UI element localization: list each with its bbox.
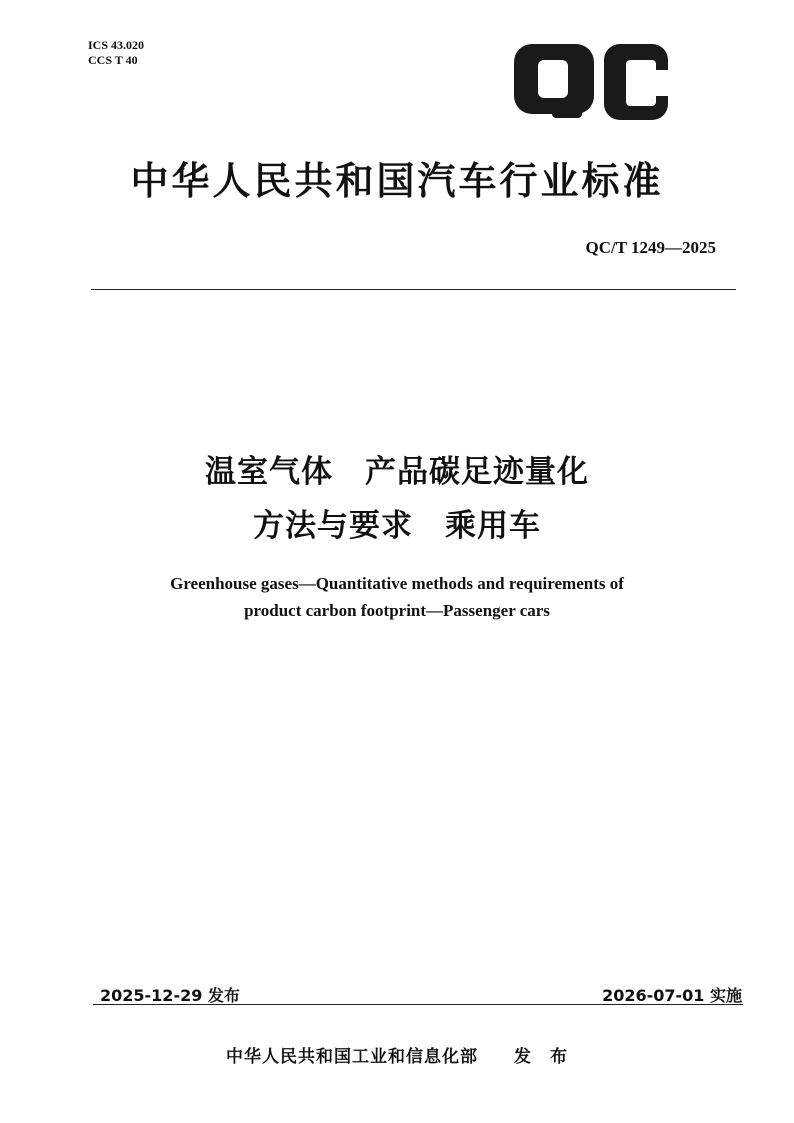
standard-number: QC/T 1249—2025: [585, 238, 716, 257]
implement-date: 2026-07-01 实施: [602, 986, 742, 1005]
title-cn-line1: 温室气体 产品碳足迹量化: [205, 454, 589, 490]
title-cn-line2: 方法与要求 乘用车: [253, 508, 541, 544]
title-en-line1: Greenhouse gases—Quantitative methods and requirements of: [170, 574, 624, 593]
ics-code: ICS 43.020: [88, 38, 145, 52]
ccs-code: CCS T 40: [88, 53, 138, 67]
publisher: 中华人民共和国工业和信息化部 发 布: [226, 1047, 568, 1067]
top-divider: [91, 289, 736, 290]
title-en-line2: product carbon footprint—Passenger cars: [244, 601, 550, 620]
qc-logo: [512, 42, 670, 122]
bottom-divider: [93, 1004, 743, 1005]
national-standard-title: 中华人民共和国汽车行业标准: [130, 159, 664, 203]
publish-date: 2025-12-29 发布: [100, 986, 240, 1005]
classification-codes: [88, 38, 144, 68]
